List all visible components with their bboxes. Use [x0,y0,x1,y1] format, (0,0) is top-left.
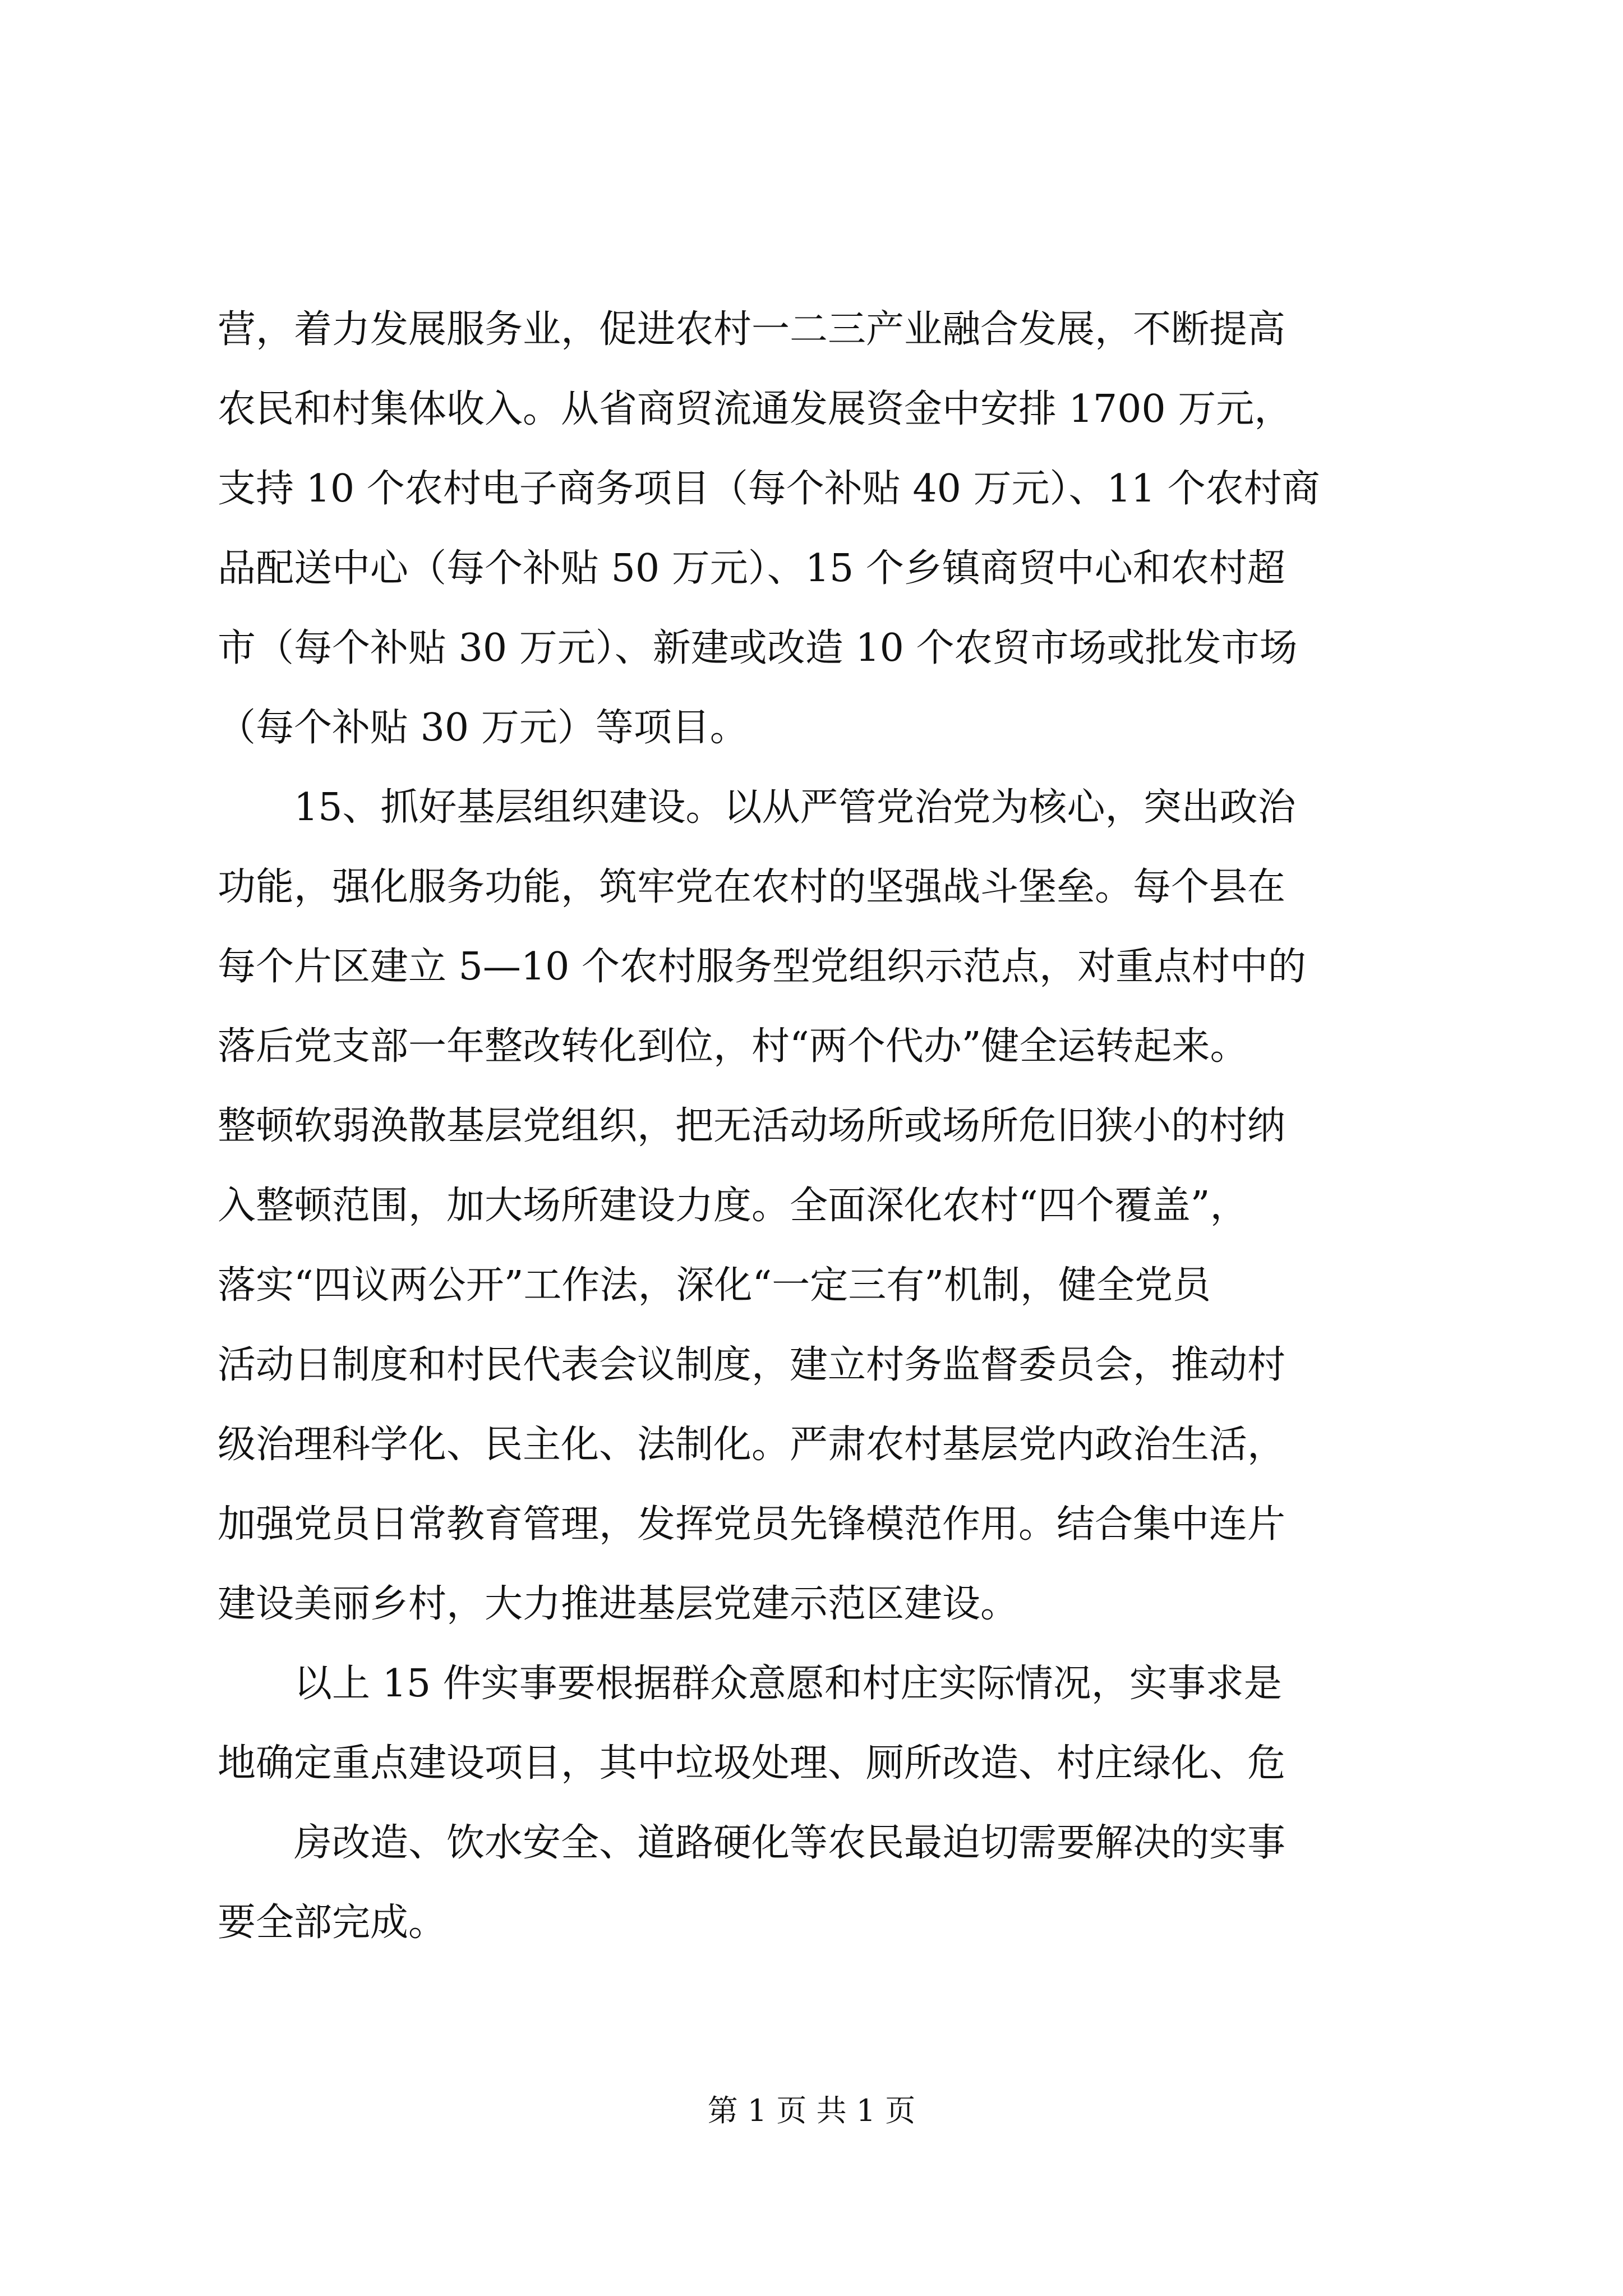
paragraph-start: 以上 15 件实事要根据群众意愿和村庄实际情况，实事求是 [294,1662,1282,1706]
text-line: 入整顿范围，加大场所建设力度。全面深化农村“四个覆盖”， [218,1184,1248,1228]
text-line: 农民和村集体收入。从省商贸流通发展资金中安排 1700 万元， [218,387,1293,431]
text-line: 落后党支部一年整改转化到位，村“两个代办”健全运转起来。 [218,1024,1248,1069]
text-line: 品配送中心（每个补贴 50 万元）、15 个乡镇商贸中心和农村超 [218,546,1285,591]
text-line: 建设美丽乡村，大力推进基层党建示范区建设。 [218,1582,1019,1626]
text-line: 市（每个补贴 30 万元）、新建或改造 10 个农贸市场或批发市场 [218,626,1298,670]
paragraph-start: 15、抓好基层组织建设。以从严管党治党为核心，突出政治 [294,785,1296,830]
text-line: 整顿软弱涣散基层党组织，把无活动场所或场所危旧狭小的村纳 [218,1104,1286,1148]
text-line: 要全部完成。 [218,1901,447,1945]
text-line: 加强党员日常教育管理，发挥党员先锋模范作用。结合集中连片 [218,1502,1286,1547]
text-line: 功能，强化服务功能，筑牢党在农村的坚强战斗堡垒。每个县在 [218,865,1286,909]
text-line: 房改造、饮水安全、道路硬化等农民最迫切需要解决的实事 [294,1821,1286,1865]
text-line: 营，着力发展服务业，促进农村一二三产业融合发展，不断提高 [218,307,1286,352]
text-line: 地确定重点建设项目，其中垃圾处理、厕所改造、村庄绿化、危 [218,1741,1286,1786]
text-line: 支持 10 个农村电子商务项目（每个补贴 40 万元）、11 个农村商 [218,467,1320,511]
text-line: （每个补贴 30 万元）等项目。 [218,706,748,750]
text-line: 级治理科学化、民主化、法制化。严肃农村基层党内政治生活， [218,1423,1286,1467]
text-line: 每个片区建立 5—10 个农村服务型党组织示范点，对重点村中的 [218,945,1307,989]
page-footer: 第 1 页 共 1 页 [707,2093,916,2128]
text-line: 落实“四议两公开”工作法，深化“一定三有”机制，健全党员 [218,1263,1211,1308]
text-line: 活动日制度和村民代表会议制度，建立村务监督委员会，推动村 [218,1343,1286,1387]
